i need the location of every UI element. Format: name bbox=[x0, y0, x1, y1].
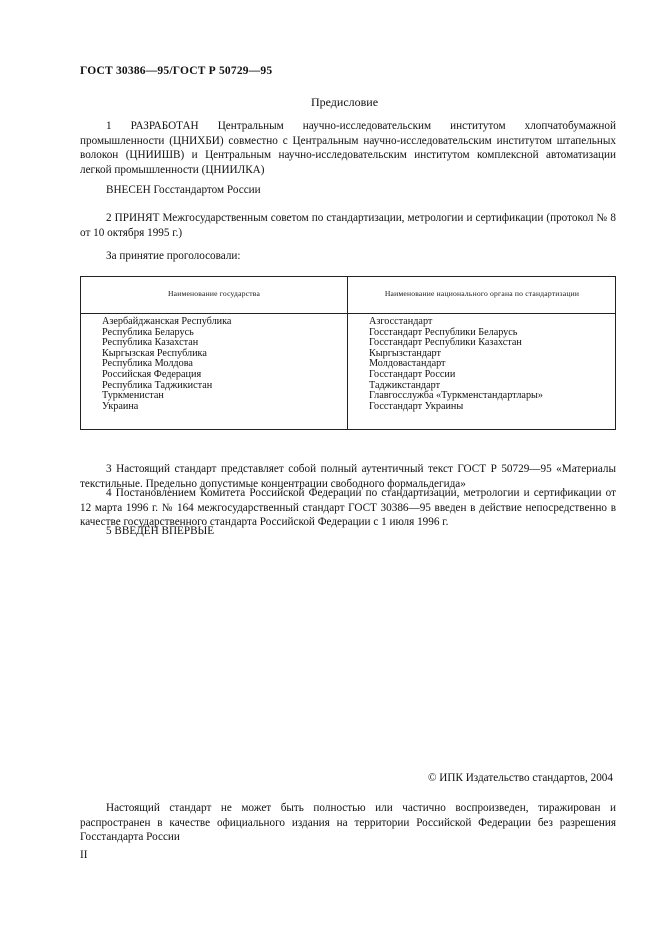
table-cell-state: Туркменистан bbox=[102, 390, 164, 402]
table-cell-body: Главгосслужба «Туркменстандартлары» bbox=[369, 390, 543, 402]
table-header-state: Наименование государства bbox=[167, 289, 261, 298]
table-cell-state: Республика Беларусь bbox=[102, 326, 194, 338]
page-number: II bbox=[80, 849, 88, 861]
table-cell-body: Кыргызстандарт bbox=[369, 347, 441, 359]
paragraph-2 bbox=[80, 211, 616, 240]
table-cell-state: Кыргызская Республика bbox=[102, 347, 207, 359]
states-column bbox=[102, 317, 231, 412]
paragraph-1-text: 1 РАЗРАБОТАН Центральным научно-исследовательским институтом хлопчатобумажной промышленности (ЦНИХБИ) совместно с Центральным научно-исследовательским институтом штапельных волокон (ЦНИИШВ) и Центральным научно-исследовательским институтом комплексной автоматизации легкой промышленности (ЦНИИЛКА) bbox=[80, 120, 616, 176]
table-cell-state: Республика Молдова bbox=[102, 358, 193, 370]
paragraph-4-text: 4 Постановлением Комитета Российской Федерации по стандартизации, метрологии и сертификации от 12 марта 1996 г. № 164 межгосударственный стандарт ГОСТ 30386—95 введен в действие непосредственно в качестве государственного стандарта Российской Федерации с 1 июля 1996 г. bbox=[80, 487, 616, 529]
paragraph-3-text: 3 Настоящий стандарт представляет собой полный аутентичный текст ГОСТ Р 50729—95 «Материалы текстильные. Предельно допустимые концентрации свободного формальдегида» bbox=[80, 463, 616, 490]
paragraph-5 bbox=[80, 524, 616, 539]
bodies-column bbox=[369, 317, 543, 412]
table-column-divider bbox=[347, 277, 348, 429]
section-title: Предисловие bbox=[310, 95, 379, 109]
paragraph-vote bbox=[80, 249, 616, 264]
table-cell-body: Госстандарт Республики Беларусь bbox=[369, 326, 518, 338]
table-cell-state: Украина bbox=[102, 400, 139, 412]
table-cell-body: Госстандарт России bbox=[369, 368, 456, 380]
table-header-body: Наименование национального органа по стандартизации bbox=[384, 289, 580, 298]
table-cell-body: Молдовастандарт bbox=[369, 358, 446, 370]
copyright-line: © ИПК Издательство стандартов, 2004 bbox=[427, 772, 613, 784]
table-cell-body: Таджикстандарт bbox=[369, 379, 441, 391]
table-cell-body: Госстандарт Украины bbox=[369, 400, 464, 412]
paragraph-vnesen bbox=[80, 183, 616, 198]
paragraph-notice bbox=[80, 801, 616, 845]
paragraph-1 bbox=[80, 119, 616, 177]
paragraph-5-text: 5 ВВЕДЕН ВПЕРВЫЕ bbox=[106, 525, 215, 537]
table-header-divider bbox=[81, 313, 615, 314]
table-cell-state: Республика Таджикистан bbox=[102, 379, 213, 391]
table-cell-body: Азгосстандарт bbox=[369, 316, 433, 327]
table-cell-state: Азербайджанская Республика bbox=[102, 316, 232, 327]
paragraph-vote-text: За принятие проголосовали: bbox=[106, 250, 241, 262]
document-header: ГОСТ 30386—95/ГОСТ Р 50729—95 bbox=[80, 65, 273, 77]
table-cell-body: Госстандарт Республики Казахстан bbox=[369, 337, 522, 349]
paragraph-vnesen-text: ВНЕСЕН Госстандартом России bbox=[106, 184, 261, 196]
table-cell-state: Республика Казахстан bbox=[102, 337, 199, 349]
table-cell-state: Российская Федерация bbox=[102, 368, 202, 380]
voting-table bbox=[80, 276, 616, 430]
paragraph-2-text: 2 ПРИНЯТ Межгосударственным советом по стандартизации, метрологии и сертификации (протокол № 8 от 10 октября 1995 г.) bbox=[80, 212, 616, 239]
paragraph-notice-text: Настоящий стандарт не может быть полностью или частично воспроизведен, тиражирован и распространен в качестве официального издания на территории Российской Федерации без разрешения Госстандарта России bbox=[80, 802, 616, 844]
